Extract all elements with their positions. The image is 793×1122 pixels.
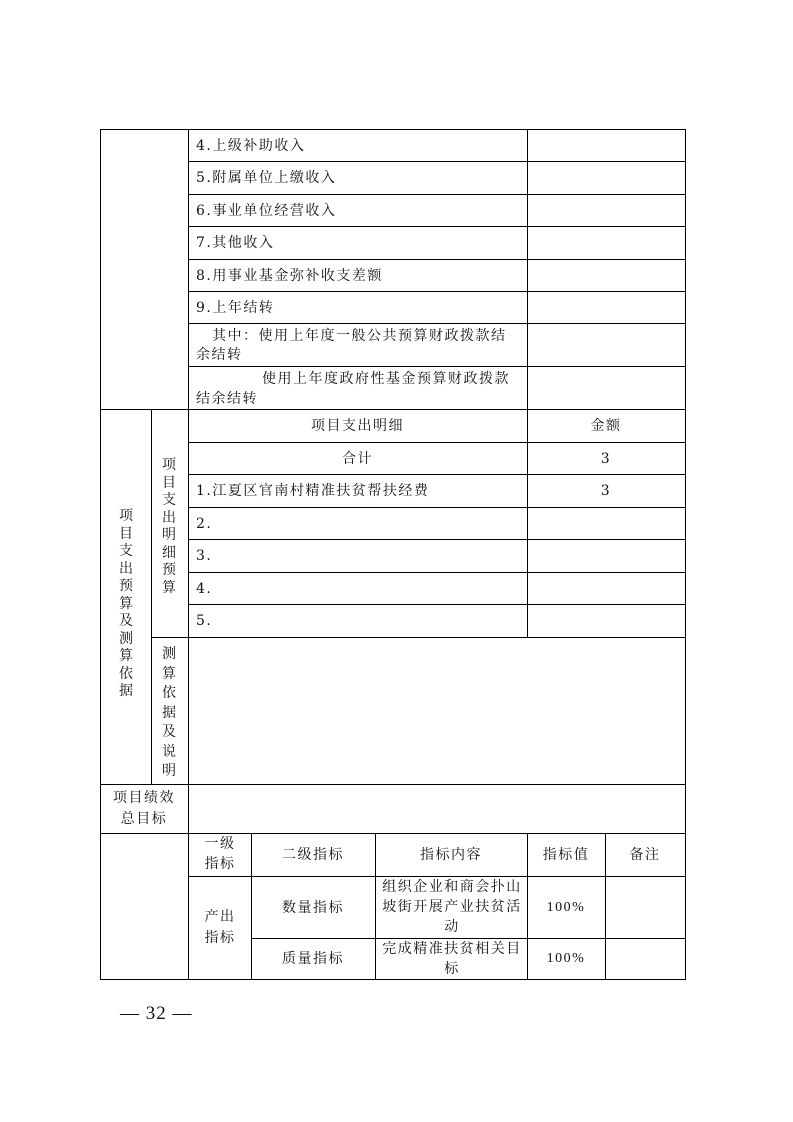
header-amount: 金额 — [590, 418, 622, 434]
total-amount: 3 — [600, 451, 612, 467]
row-line — [188, 442, 686, 443]
indicator-level1: 产出指标 — [204, 909, 236, 946]
project-detail-label: 项目支出明细预算 — [162, 457, 176, 596]
table-border-left — [100, 129, 101, 980]
project-section-label: 项目支出预算及测算依据 — [119, 508, 133, 699]
col-line-151 — [151, 409, 152, 785]
income-row-5: 5.附属单位上缴收入 — [196, 170, 337, 186]
project-item-1: 1.江夏区官南村精准扶贫帮扶经费 — [196, 483, 430, 499]
indicator-header-level1: 一级指标 — [204, 836, 236, 872]
indicator-row2-level2: 质量指标 — [282, 951, 344, 967]
indicator-row1-level2: 数量指标 — [282, 900, 344, 916]
row-line — [188, 259, 686, 260]
row-line — [188, 572, 686, 573]
row-line — [188, 474, 686, 475]
project-item-3: 3. — [196, 548, 213, 564]
income-row-7: 7.其他收入 — [196, 235, 275, 251]
indicator-header-value: 指标值 — [542, 847, 590, 863]
carryover-general-line1: 其中：使用上年度一般公共预算财政拨款结 — [212, 328, 507, 344]
row-line — [188, 366, 686, 367]
project-item-4: 4. — [196, 581, 213, 597]
col-line-527b — [527, 409, 528, 637]
income-row-4: 4.上级补助收入 — [196, 138, 306, 154]
row-line — [188, 226, 686, 227]
income-row-9: 9.上年结转 — [196, 300, 275, 316]
col-line-188 — [188, 129, 189, 410]
total-label: 合计 — [342, 451, 373, 467]
indicator-row2-content: 完成精准扶贫相关目标 — [382, 941, 522, 977]
indicator-row1-content: 组织企业和商会扑山坡街开展产业扶贫活动 — [382, 879, 522, 935]
page-number: — 32 — — [120, 1003, 193, 1024]
project-item-5: 5. — [196, 613, 213, 629]
project-item-1-amount: 3 — [600, 483, 612, 499]
indicator-row1-value: 100% — [546, 900, 586, 915]
project-item-2: 2. — [196, 516, 213, 532]
table-border-right — [685, 129, 686, 980]
row-line — [188, 604, 686, 605]
row-line — [188, 507, 686, 508]
performance-goal-label: 项目绩效总目标 — [113, 790, 175, 827]
project-basis-label: 测算依据及说明 — [162, 646, 176, 779]
income-row-8: 8.用事业基金弥补收支差额 — [196, 268, 383, 284]
carryover-fund-line1: 使用上年度政府性基金预算财政拨款 — [262, 371, 510, 387]
col-line-188c — [188, 784, 189, 980]
col-line-527 — [527, 129, 528, 410]
carryover-fund-line2: 结余结转 — [196, 391, 258, 407]
indicator-header-level2: 二级指标 — [282, 847, 344, 863]
row-line — [188, 323, 686, 324]
row-line — [188, 194, 686, 195]
row-line — [188, 539, 686, 540]
row-line — [151, 637, 686, 638]
header-item: 项目支出明细 — [311, 418, 404, 434]
indicator-header-content: 指标内容 — [420, 847, 482, 863]
row-line — [188, 161, 686, 162]
row-line — [188, 291, 686, 292]
indicator-header-note: 备注 — [629, 847, 661, 863]
indicator-row2-value: 100% — [546, 951, 586, 966]
carryover-general-line2: 余结转 — [196, 347, 243, 363]
income-row-6: 6.事业单位经营收入 — [196, 203, 337, 219]
